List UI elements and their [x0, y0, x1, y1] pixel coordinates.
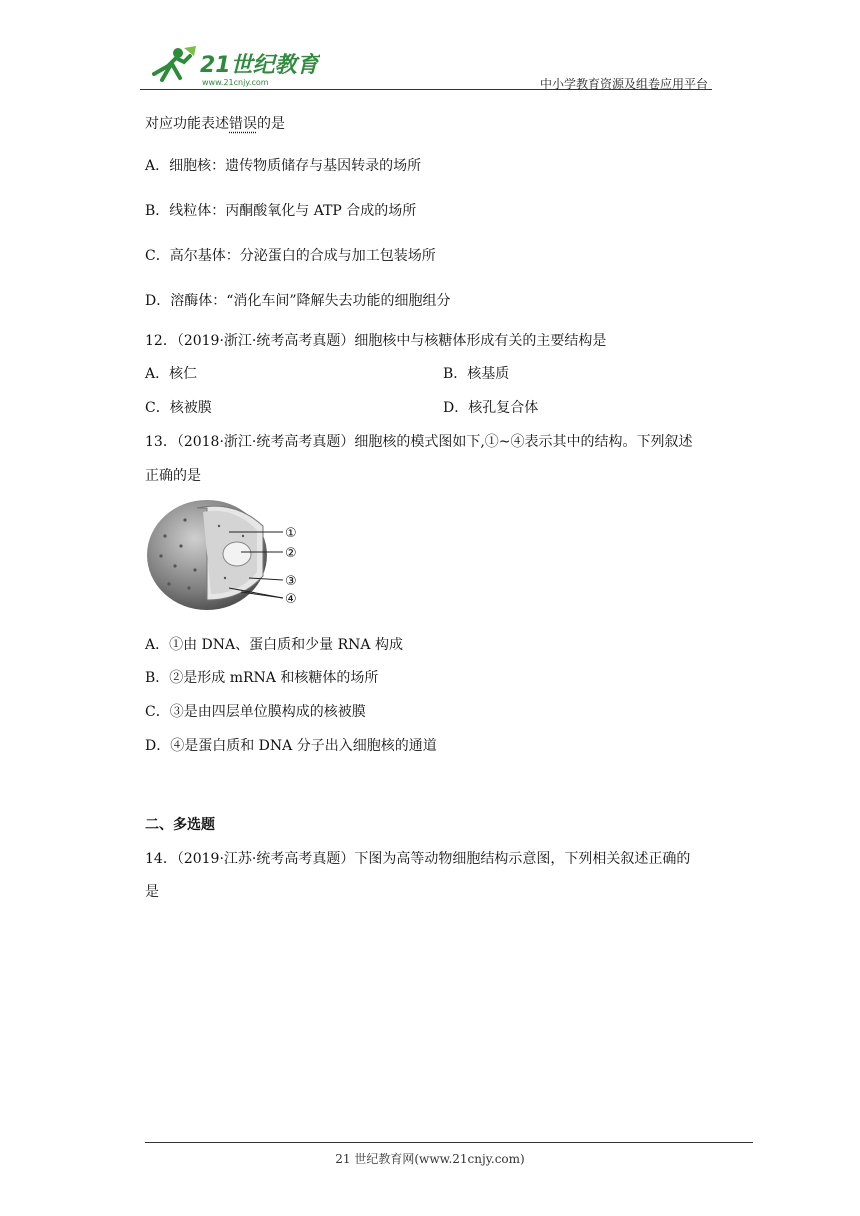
section-title-multiple-choice: 二、多选题 [145, 817, 215, 833]
q11-option-a: A．细胞核：遗传物质储存与基因转录的场所 [145, 158, 422, 174]
svg-text:21世纪教育: 21世纪教育 [200, 53, 319, 78]
q13-stem-line2: 正确的是 [145, 468, 201, 484]
label-3: ③ [285, 574, 297, 589]
q11-option-d: D．溶酶体：“消化车间”降解失去功能的细胞组分 [145, 293, 451, 309]
q14-stem-line1: 14．（2019·江苏·统考高考真题）下图为高等动物细胞结构示意图，下列相关叙述正确的 [145, 851, 691, 867]
nucleus-diagram [145, 496, 305, 614]
q13-option-c: C．③是由四层单位膜构成的核被膜 [145, 704, 366, 720]
q11-option-c: C．高尔基体：分泌蛋白的合成与加工包装场所 [145, 248, 436, 264]
q12-option-a: A．核仁 [145, 366, 198, 382]
q11-stem: 对应功能表述错误的是 [145, 116, 285, 132]
q12-option-b: B．核基质 [443, 366, 510, 382]
svg-text:www.21cnjy.com: www.21cnjy.com [202, 78, 269, 87]
q12-stem: 12．（2019·浙江·统考高考真题）细胞核中与核糖体形成有关的主要结构是 [145, 333, 607, 349]
q12-option-c: C．核被膜 [145, 400, 212, 416]
footer-divider [145, 1142, 753, 1143]
q13-option-d: D．④是蛋白质和 DNA 分子出入细胞核的通道 [145, 738, 437, 754]
page-header [140, 44, 712, 90]
q11-option-b: B．线粒体：丙酮酸氧化与 ATP 合成的场所 [145, 203, 417, 219]
q13-option-a: A．①由 DNA、蛋白质和少量 RNA 构成 [145, 637, 403, 653]
label-1: ① [285, 526, 297, 541]
platform-name: 中小学教育资源及组卷应用平台 [539, 77, 708, 91]
q11-emphasis: 错误 [229, 116, 257, 132]
header-divider [140, 89, 712, 90]
q14-stem-line2: 是 [145, 884, 159, 900]
q13-option-b: B．②是形成 mRNA 和核糖体的场所 [145, 670, 379, 686]
logo [140, 44, 320, 90]
q12-option-d: D．核孔复合体 [443, 400, 539, 416]
runner-icon [154, 46, 196, 80]
q13-stem-line1: 13．（2018·浙江·统考高考真题）细胞核的模式图如下,①~④表示其中的结构。下列叙述 [145, 434, 693, 450]
page-footer: 21 世纪教育网(www.21cnjy.com) [335, 1152, 525, 1166]
label-2: ② [285, 546, 297, 561]
label-4: ④ [285, 592, 297, 607]
